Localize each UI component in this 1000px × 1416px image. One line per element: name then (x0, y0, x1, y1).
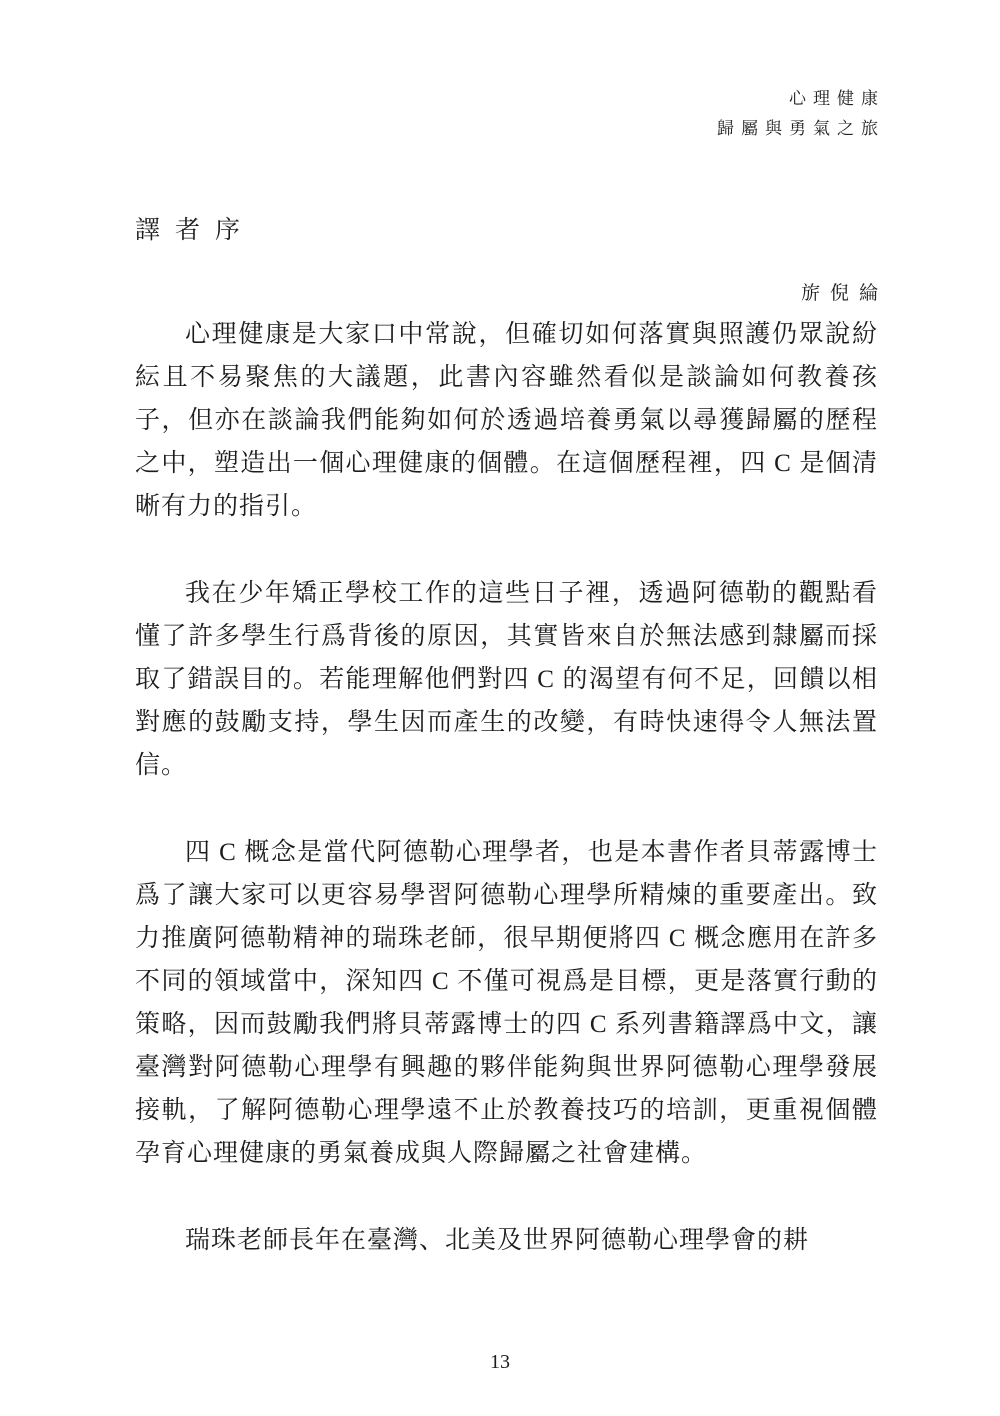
body-text (135, 313, 878, 1262)
paragraph-1: 心理健康是大家口中常說，但確切如何落實與照護仍眾說紛紜且不易聚焦的大議題，此書內容雖然看似是談論如何教養孩子，但亦在談論我們能夠如何於透過培養勇氣以尋獲歸屬的歷程之中，塑造出一個心理健康的個體。在這個歷程裡，四 C 是個清晰有力的指引。 (135, 321, 878, 520)
paragraph-3: 四 C 概念是當代阿德勒心理學者，也是本書作者貝蒂露博士爲了讓大家可以更容易學習阿德勒心理學所精煉的重要產出。致力推廣阿德勒精神的瑞珠老師，很早期便將四 C 概念應用在許多不同的領域當中，深知四 C 不僅可視爲是目標，更是落實行動的策略，因而鼓勵我們將貝蒂露博士的四 C 系列書籍譯爲中文，讓臺灣對阿德勒心理學有興趣的夥伴能夠與世界阿德勒心理學發展接軌，了解阿德勒心理學遠不止於教養技巧的培訓，更重視個體孕育心理健康的勇氣養成與人際歸屬之社會建構。 (135, 839, 878, 1167)
translator-name-text: 旂倪綸 (800, 283, 888, 304)
running-head-line-2: 歸屬與勇氣之旅 (717, 119, 885, 138)
paragraph-4: 瑞珠老師長年在臺灣、北美及世界阿德勒心理學會的耕 (185, 1227, 810, 1254)
page-number: 13 (490, 1351, 510, 1373)
translator-name (135, 278, 888, 305)
section-title: 譯者序 (135, 217, 256, 244)
running-head (135, 84, 885, 144)
paragraph-2: 我在少年矯正學校工作的這些日子裡，透過阿德勒的觀點看懂了許多學生行爲背後的原因，其實皆來自於無法感到隸屬而採取了錯誤目的。若能理解他們對四 C 的渴望有何不足，回饋以相對應的鼓勵支持，學生因而產生的改變，有時快速得令人無法置信。 (135, 580, 878, 779)
running-head-line-1: 心理健康 (789, 89, 885, 108)
